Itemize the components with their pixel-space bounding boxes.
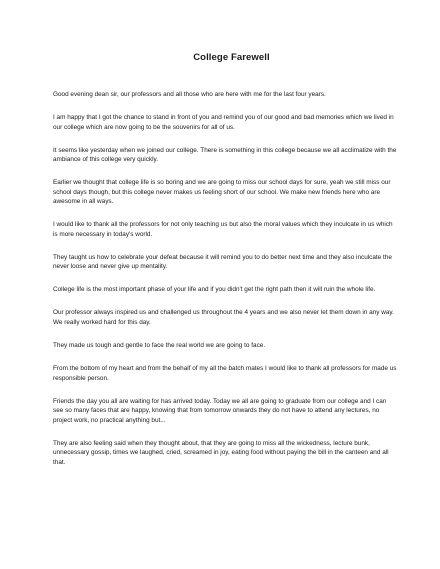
paragraph-11: Friends the day you all are waiting for has arrived today. Today we all are going to graduate from our college and I can see so many faces that are happy, knowing that from tomorrow onwards they do not have to attend any lectures, no project work, no practical anything but...: [53, 397, 387, 424]
paragraph-2: I am happy that I got the chance to stand in front of you and remind you of our good and bad memories which we lived in our college which are now going to be the souvenirs for all of us.: [53, 113, 394, 131]
paragraph-7: College life is the most important phase of your life and if you didn't get the right path then it will ruin the whole life.: [53, 286, 376, 294]
paragraph-4: Earlier we thought that college life is so boring and we are going to miss our school days for sure, yeah we still miss our school days though, but this college never makes us feeling short of our school. We make new friends here who are awesome in all ways.: [53, 179, 391, 206]
paragraph-5: I would like to thank all the professors for not only teaching us but also the moral values which they inculcate in us which is more necessary in today's world.: [53, 221, 393, 238]
paragraph-9: They made us tough and gentle to face the real world we are going to face.: [53, 342, 266, 350]
paragraph-8: Our professor always inspired us and challenged us throughout the 4 years and we also never let them down in any way. We really worked hard for this day.: [53, 309, 394, 327]
paragraph-6: They taught us how to celebrate your defeat because it will remind you to do better next time and they also inculcate the never loose and never give up mentality.: [53, 253, 392, 271]
paragraph-12: They are also feeling said when they thought about, that they are going to miss all the wickedness, lecture bunk, unnecessary gossip, times we laughed, cried, screamed in joy, eating food without paying the bill in the canteen and all that.: [53, 439, 389, 466]
paragraph-1: Good evening dean sir, our professors and all those who are here with me for the last four years.: [53, 91, 326, 98]
paragraph-10: From the bottom of my heart and from the behalf of my all the batch mates I would like to thank all professors for made us responsible person.: [53, 365, 397, 382]
document-title: College Farewell: [193, 52, 270, 63]
paragraph-3: It seems like yesterday when we joined our college. There is something in this college because we all acclimatize with the ambiance of this college very quickly.: [53, 146, 397, 164]
